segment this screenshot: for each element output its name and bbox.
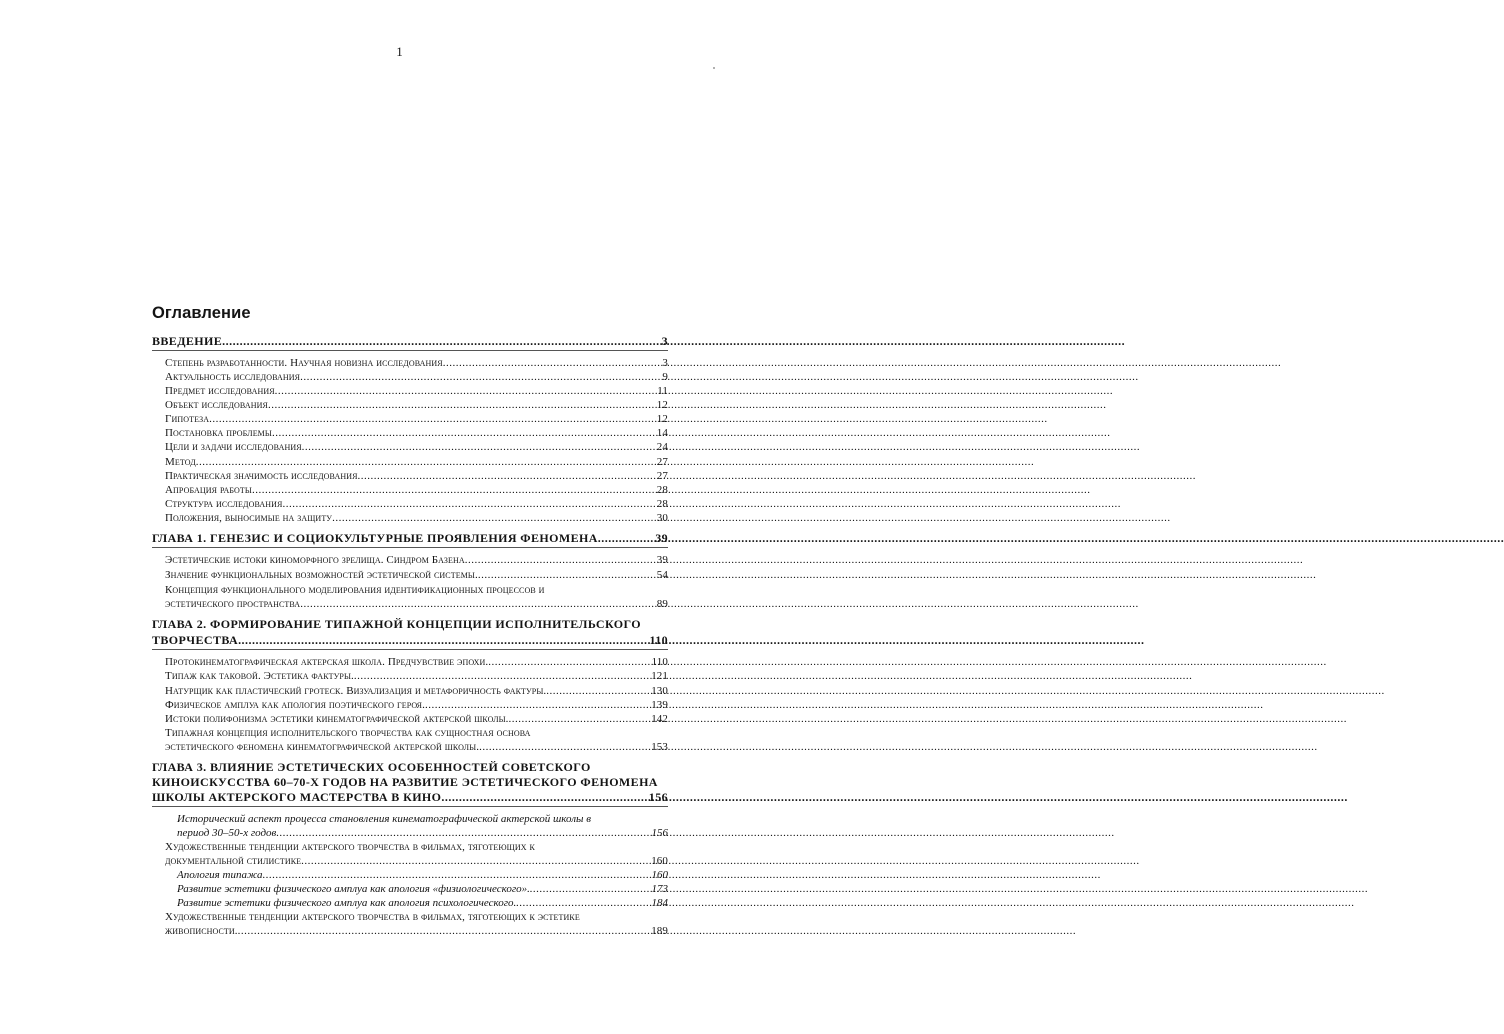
toc-entry-title: ВВЕДЕНИЕ bbox=[152, 334, 223, 348]
toc-entry-line: ГЛАВА 2. ФОРМИРОВАНИЕ ТИПАЖНОЙ КОНЦЕПЦИИ ИСПОЛНИТЕЛЬСКОГО bbox=[152, 617, 642, 631]
toc-entry-section[interactable]: Натурщик как пластический гротеск. Визуализация и метафоричность фактуры. ..... 130 bbox=[165, 684, 668, 698]
toc-entry-section[interactable]: Физическое амплуа как апология поэтического героя. ..... 139 bbox=[165, 698, 668, 712]
toc-entry-section[interactable]: Типаж как таковой. Эстетика фактуры. ..... 121 bbox=[165, 669, 668, 683]
toc-entry-section[interactable]: Структура исследования ..... 28 bbox=[165, 497, 668, 511]
toc-entry-subsection[interactable]: Развитие эстетики физического амплуа как апология психологического. ..... 184 bbox=[177, 896, 668, 910]
toc-entry-chapter-2[interactable]: ТВОРЧЕСТВА. ..... 110 bbox=[152, 633, 668, 647]
toc-entry-line: Исторический аспект процесса становления кинематографической актерской школы в bbox=[177, 813, 592, 825]
toc-entry-section[interactable]: эстетического пространства ..... 89 bbox=[165, 597, 668, 611]
toc-entry-section[interactable]: Актуальность исследования ..... 9 bbox=[165, 370, 668, 384]
toc-entry-introduction[interactable] bbox=[152, 334, 668, 348]
toc-entry-page: 3 bbox=[661, 334, 668, 348]
toc-entry-section[interactable]: эстетического феномена кинематографической актерской школы. ..... 153 bbox=[165, 740, 668, 754]
page-number: 1 bbox=[396, 44, 403, 59]
toc-entry-section[interactable]: Метод ..... 27 bbox=[165, 455, 668, 469]
toc-entry-chapter-3[interactable]: ШКОЛЫ АКТЕРСКОГО МАСТЕРСТВА В КИНО. ..... 156 bbox=[152, 790, 668, 804]
toc-entry-section[interactable]: Практическая значимость исследования ..... 27 bbox=[165, 469, 668, 483]
toc-entry-section[interactable]: Постановка проблемы ..... 14 bbox=[165, 426, 668, 440]
divider bbox=[152, 649, 668, 650]
toc-entry-line: КИНОИСКУССТВА 60–70-Х ГОДОВ НА РАЗВИТИЕ ЭСТЕТИЧЕСКОГО ФЕНОМЕНА bbox=[152, 775, 658, 789]
toc-title: Оглавление bbox=[152, 304, 251, 322]
scan-speck bbox=[713, 67, 715, 69]
toc-entry-line: Типажная концепция исполнительского творчества как сущностная основа bbox=[165, 727, 531, 739]
toc-entry-section[interactable]: Значение функциональных возможностей эстетической системы. ..... 54 bbox=[165, 568, 668, 582]
toc-entry-section[interactable]: Предмет исследования ..... 11 bbox=[165, 384, 668, 398]
divider bbox=[152, 350, 668, 351]
toc-entry-subsection[interactable]: период 30–50-х годов ..... 156 bbox=[177, 826, 668, 840]
toc-entry-subsection[interactable]: Апология типажа ..... 160 bbox=[177, 868, 668, 882]
toc-entry-section[interactable]: Истоки полифонизма эстетики кинематографической актерской школы. ..... 142 bbox=[165, 712, 668, 726]
toc-entry-subsection[interactable]: Развитие эстетики физического амплуа как апология «физиологического». ..... 173 bbox=[177, 882, 668, 896]
toc-entry-section[interactable]: живописности. ..... 189 bbox=[165, 924, 668, 938]
toc-entry-line: Художественные тенденции актерского творчества в фильмах, тяготеющих к эстетике bbox=[165, 911, 580, 923]
toc-entry-section[interactable]: Протокинематографическая актерская школа. Предчувствие эпохи. ..... 110 bbox=[165, 655, 668, 669]
divider bbox=[152, 806, 668, 807]
toc-entry-section[interactable]: Апробация работы ..... 28 bbox=[165, 483, 668, 497]
divider bbox=[152, 547, 668, 548]
toc-entry-section[interactable]: документальной стилистике ..... 160 bbox=[165, 854, 668, 868]
toc-entry-section[interactable]: Положения, выносимые на защиту ..... 30 bbox=[165, 511, 668, 525]
toc-entry-section[interactable]: Цели и задачи исследования ..... 24 bbox=[165, 440, 668, 454]
toc-entry-section[interactable]: Гипотеза ..... 12 bbox=[165, 412, 668, 426]
toc-entry-line: Концепция функционального моделирования идентификационных процессов и bbox=[165, 584, 545, 596]
toc-entry-line: ГЛАВА 3. ВЛИЯНИЕ ЭСТЕТИЧЕСКИХ ОСОБЕННОСТЕЙ СОВЕТСКОГО bbox=[152, 760, 591, 774]
toc-entry-section[interactable]: Объект исследования ..... 12 bbox=[165, 398, 668, 412]
toc-entry-section[interactable]: Эстетические истоки киноморфного зрелища. Синдром Базена ..... 39 bbox=[165, 553, 668, 567]
toc-entry-chapter-1[interactable]: ГЛАВА 1. ГЕНЕЗИС И СОЦИОКУЛЬТУРНЫЕ ПРОЯВЛЕНИЯ ФЕНОМЕНА. ..... 39 bbox=[152, 531, 668, 545]
toc-entry-section[interactable]: Степень разработанности. Научная новизна исследования ..... 3 bbox=[165, 356, 668, 370]
toc-entry-line: Художественные тенденции актерского творчества в фильмах, тяготеющих к bbox=[165, 841, 535, 853]
